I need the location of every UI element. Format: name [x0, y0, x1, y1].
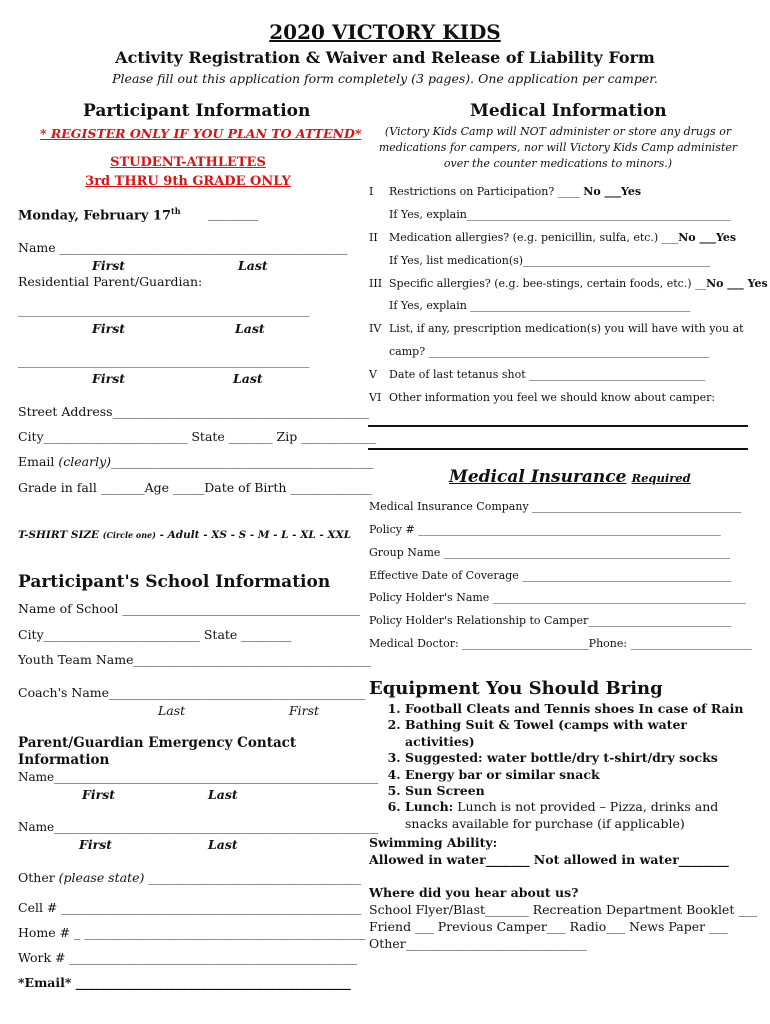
effective-date-field[interactable]: Effective Date of Coverage ______________________________________: [369, 569, 732, 582]
coach-last-label: Last: [158, 703, 186, 718]
student-athletes-note: STUDENT-ATHLETES: [110, 155, 266, 170]
last-label: Last: [233, 371, 263, 386]
group-name-field[interactable]: Group Name ____________________________________________________: [369, 546, 730, 559]
policy-number-field[interactable]: Policy # _______________________________________________________: [369, 523, 721, 536]
school-heading: Participant's School Information: [18, 572, 331, 592]
participant-heading: Participant Information: [83, 101, 311, 121]
emergency-email-field[interactable]: *Email* ____________________________________________: [18, 975, 351, 990]
guardian-name-field-1[interactable]: _____________________________________________________: [18, 304, 310, 317]
referral-line-2[interactable]: Friend ___ Previous Camper___ Radio___ News Paper ___: [369, 919, 728, 934]
medical-item-4: IV List, if any, prescription medication(s) you will have with you at: [369, 322, 744, 335]
insurance-heading: Medical Insurance Required: [449, 467, 691, 487]
coach-first-label: First: [289, 703, 320, 718]
medical-item-5[interactable]: V Date of last tetanus shot ________________________________: [369, 368, 706, 381]
emergency-name-field-2[interactable]: Name______________________________________________________: [18, 820, 379, 834]
medical-answer-line-1[interactable]: [368, 425, 748, 427]
policy-holder-field[interactable]: Policy Holder's Name ______________________________________________: [369, 591, 746, 604]
coach-name-field[interactable]: Coach's Name_________________________________________: [18, 685, 366, 700]
participant-name-field[interactable]: Name ______________________________________________: [18, 240, 348, 255]
equipment-item: 4. Energy bar or similar snack: [405, 767, 754, 783]
form-title: 2020 VICTORY KIDS: [269, 20, 501, 44]
medical-item-3[interactable]: III Specific allergies? (e.g. bee-stings, certain foods, etc.) __No ___ Yes: [369, 277, 768, 290]
emergency-heading-line2: Information: [18, 752, 110, 768]
last-label: Last: [238, 258, 268, 273]
first-label: First: [92, 258, 126, 273]
first-label: First: [82, 787, 116, 802]
form-instructions: Please fill out this application form completely (3 pages). One application per camper.: [112, 71, 658, 86]
referral-other-field[interactable]: Other_____________________________: [369, 936, 587, 951]
medical-note: (Victory Kids Camp will NOT administer or store any drugs or medications for campers, nor will Victory Kids Camp administer over the counter medications to minors.): [378, 125, 738, 170]
last-label: Last: [208, 787, 238, 802]
emergency-name-field-1[interactable]: Name______________________________________________________: [18, 770, 379, 784]
register-note: * REGISTER ONLY IF YOU PLAN TO ATTEND*: [40, 126, 362, 141]
grade-range-note: 3rd THRU 9th GRADE ONLY: [85, 174, 291, 189]
medical-item-1-explain[interactable]: If Yes, explain________________________________________________: [389, 208, 731, 221]
relationship-field[interactable]: Policy Holder's Relationship to Camper__________________________: [369, 614, 732, 627]
first-label: First: [92, 321, 126, 336]
medical-item-6: VI Other information you feel we should know about camper:: [369, 391, 716, 404]
street-address-field[interactable]: Street Address_________________________________________: [18, 404, 369, 419]
medical-item-3-explain[interactable]: If Yes, explain ________________________________________: [389, 299, 691, 312]
session-date: Monday, February 17th: [18, 206, 181, 224]
last-label: Last: [208, 837, 238, 852]
equipment-item: 1. Football Cleats and Tennis shoes In case of Rain: [405, 701, 754, 717]
equipment-item: 3. Suggested: water bottle/dry t-shirt/dry socks: [405, 750, 754, 766]
medical-item-2[interactable]: II Medication allergies? (e.g. penicillin, sulfa, etc.) ___No ___Yes: [369, 231, 737, 244]
school-city-state-field[interactable]: City_________________________ State ________: [18, 627, 292, 642]
school-name-field[interactable]: Name of School ______________________________________: [18, 601, 360, 616]
grade-age-dob-field[interactable]: Grade in fall _______Age _____Date of Birth _____________: [18, 480, 372, 495]
referral-line-1[interactable]: School Flyer/Blast_______ Recreation Department Booklet ___: [369, 902, 758, 917]
emergency-heading: Parent/Guardian Emergency Contact: [18, 735, 297, 751]
email-field[interactable]: Email (clearly)__________________________________________: [18, 454, 374, 469]
home-phone-field[interactable]: Home # _ _____________________________________________: [18, 925, 366, 940]
equipment-item: 6. Lunch: Lunch is not provided – Pizza, drinks and snacks available for purchase (if applicable): [405, 799, 754, 832]
medical-item-4-camp[interactable]: camp? ___________________________________________________: [389, 345, 710, 358]
guardian-name-field-2[interactable]: _____________________________________________________: [18, 355, 310, 368]
equipment-list: [369, 701, 754, 832]
equipment-item: 2. Bathing Suit & Towel (camps with water activities): [405, 717, 754, 750]
medical-item-2-list[interactable]: If Yes, list medication(s)__________________________________: [389, 254, 711, 267]
last-label: Last: [235, 321, 265, 336]
medical-doctor-field[interactable]: Medical Doctor: _______________________Phone: ______________________: [369, 637, 752, 650]
medical-item-1[interactable]: I Restrictions on Participation? ____ No ___Yes: [369, 185, 642, 198]
equipment-item: 5. Sun Screen: [405, 783, 754, 799]
first-label: First: [79, 837, 113, 852]
equipment-heading: Equipment You Should Bring: [369, 678, 663, 699]
tshirt-size-selector[interactable]: T-SHIRT SIZE (Circle one) - Adult - XS - S - M - L - XL - XXL: [18, 529, 352, 541]
swimming-ability-field[interactable]: Allowed in water_______ Not allowed in water________: [369, 852, 729, 867]
insurance-company-field[interactable]: Medical Insurance Company ______________________________________: [369, 500, 742, 513]
work-phone-field[interactable]: Work # ______________________________________________: [18, 950, 357, 965]
referral-heading: Where did you hear about us?: [369, 885, 579, 900]
medical-heading: Medical Information: [470, 101, 667, 121]
city-state-zip-field[interactable]: City_______________________ State _______ Zip ____________: [18, 429, 377, 444]
youth-team-field[interactable]: Youth Team Name______________________________________: [18, 652, 371, 667]
form-subtitle: Activity Registration & Waiver and Release of Liability Form: [115, 48, 655, 67]
other-contact-field[interactable]: Other (please state) __________________________________: [18, 870, 361, 885]
swimming-heading: Swimming Ability:: [369, 835, 498, 850]
first-label: First: [92, 371, 126, 386]
medical-answer-line-2[interactable]: [368, 448, 748, 450]
cell-phone-field[interactable]: Cell # ________________________________________________: [18, 900, 362, 915]
session-date-blank[interactable]: ________: [208, 206, 258, 221]
guardian-label: Residential Parent/Guardian:: [18, 274, 203, 289]
